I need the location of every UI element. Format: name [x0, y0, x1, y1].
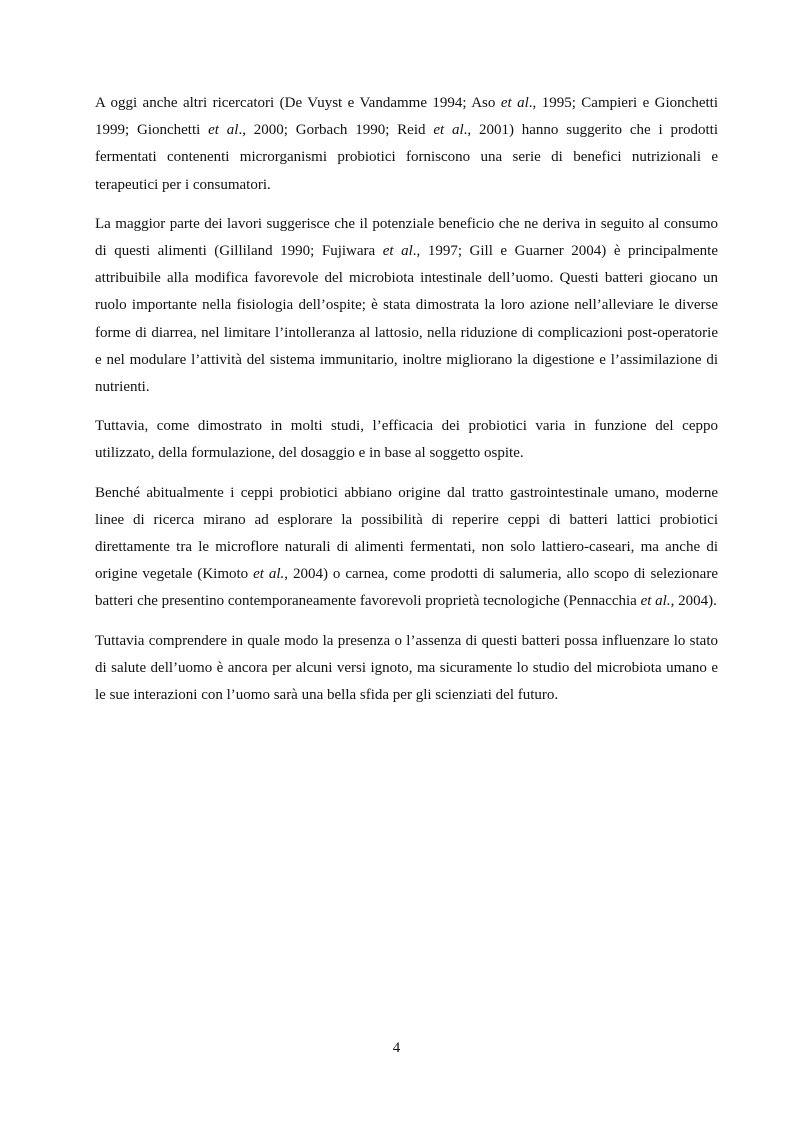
text-run: A oggi anche altri ricercatori (De Vuyst e Vandamme 1994; Aso: [95, 95, 501, 111]
paragraph: [95, 211, 718, 401]
text-run: , 2004) o carnea, come prodotti di salumeria, allo scopo di selezionare batteri che presentino contemporaneamente favorevoli proprietà tecnologiche (Pennacchia: [95, 566, 718, 610]
citation-italic: et al.: [640, 593, 671, 610]
text-run: Tuttavia comprendere in quale modo la presenza o l’assenza di questi batteri possa influenzare lo stato di salute dell’uomo è ancora per alcuni versi ignoto, ma sicuramente lo studio del microbiota umano e le sue interazioni con l’uomo sarà una bella sfida per gli scienziati del futuro.: [95, 632, 718, 704]
page-number: 4: [392, 1040, 401, 1056]
text-run: ., 1995; Campieri e Gionchetti 1999; Gionchetti: [95, 95, 718, 139]
citation-italic: et al: [433, 122, 464, 139]
text-run: ., 2000; Gorbach 1990; Reid: [238, 122, 434, 139]
text-run: Benché abitualmente i ceppi probiotici abbiano origine dal tratto gastrointestinale umano, moderne linee di ricerca mirano ad esplorare la possibilità di reperire ceppi di batteri lattici probiotici direttamente tra le microflore naturali di alimenti fermentati, non solo lattiero-caseari, ma anche di origine vegetale (Kimoto: [95, 484, 718, 583]
text-run: La maggior parte dei lavori suggerisce che il potenziale beneficio che ne deriva in seguito al consumo di questi alimenti (Gilliland 1990; Fujiwara: [95, 215, 718, 260]
citation-italic: et al: [208, 122, 239, 139]
text-run: Tuttavia, come dimostrato in molti studi, l’efficacia dei probiotici varia in funzione del ceppo utilizzato, della formulazione, del dosaggio e in base al soggetto ospite.: [95, 418, 718, 462]
text-run: ., 1997; Gill e Guarner 2004) è principalmente attribuibile alla modifica favorevole del microbiota intestinale dell’uomo. Questi batteri giocano un ruolo importante nella fisiologia dell’ospite; è stata dimostrata la loro azione nell’alleviare le diverse forme di diarrea, nel limitare l’intolleranza al lattosio, nella riduzione di complicazioni post-operatorie e nel modulare l’attività del sistema immunitario, inoltre migliorano la digestione e l’assimilazione di nutrienti.: [95, 243, 719, 396]
paragraph: [95, 90, 718, 199]
citation-italic: et al: [382, 243, 413, 260]
citation-italic: et al: [500, 95, 529, 111]
paragraph: [95, 628, 718, 710]
body-text: [95, 90, 718, 721]
text-run: , 2004).: [670, 593, 717, 610]
paragraph: [95, 413, 718, 467]
citation-italic: et al.: [253, 566, 285, 583]
paragraph: [95, 480, 718, 616]
text-run: ., 2001) hanno suggerito che i prodotti fermentati contenenti microrganismi probiotici forniscono una serie di benefici nutrizionali e terapeutici per i consumatori.: [95, 122, 718, 193]
